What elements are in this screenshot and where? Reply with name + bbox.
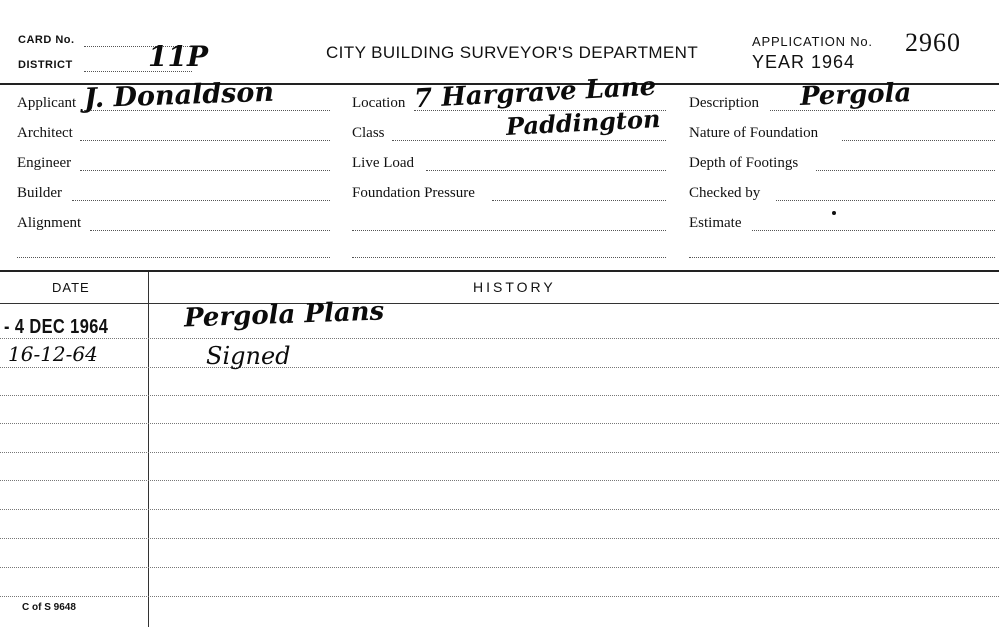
builder-line bbox=[72, 200, 330, 201]
year-label: YEAR 1964 bbox=[752, 52, 856, 72]
checked-by-label: Checked by bbox=[689, 185, 761, 201]
engineer-label: Engineer bbox=[17, 155, 72, 171]
row-line bbox=[0, 367, 999, 368]
live-load-label: Live Load bbox=[352, 155, 415, 171]
table-header-rule bbox=[0, 303, 999, 304]
depth-of-footings-label: Depth of Footings bbox=[689, 155, 799, 171]
class-label: Class bbox=[352, 125, 385, 141]
card-no-label: CARD No. bbox=[18, 34, 75, 46]
foundation-pressure-line bbox=[492, 200, 666, 201]
application-label: APPLICATION No. bbox=[752, 34, 873, 49]
application-number: 2960 bbox=[905, 28, 961, 57]
middle-extra-line-1 bbox=[352, 230, 666, 231]
live-load-line bbox=[426, 170, 666, 171]
history-column-header: HISTORY bbox=[473, 279, 556, 295]
location-value-line1: 7 Hargrave Lane bbox=[413, 71, 657, 115]
row-line bbox=[0, 509, 999, 510]
foundation-pressure-label: Foundation Pressure bbox=[352, 185, 475, 201]
location-label: Location bbox=[352, 95, 406, 111]
row-line bbox=[0, 395, 999, 396]
alignment-line bbox=[90, 230, 330, 231]
depth-of-footings-line bbox=[816, 170, 995, 171]
alignment-label: Alignment bbox=[17, 215, 82, 231]
left-extra-line bbox=[17, 257, 330, 258]
applicant-label: Applicant bbox=[17, 95, 77, 111]
date-column-header: DATE bbox=[52, 280, 90, 295]
row-1-history: Pergola Plans bbox=[183, 296, 385, 334]
row-1-date-stamp: - 4 DEC 1964 bbox=[4, 316, 109, 338]
class-line bbox=[392, 140, 666, 141]
date-history-divider bbox=[148, 272, 149, 627]
description-value: Pergola bbox=[799, 78, 912, 112]
row-line bbox=[0, 480, 999, 481]
description-label: Description bbox=[689, 95, 759, 111]
row-2-history: Signed bbox=[206, 342, 291, 370]
middle-extra-line-2 bbox=[352, 257, 666, 258]
right-extra-line bbox=[689, 257, 995, 258]
row-line bbox=[0, 338, 999, 339]
row-line bbox=[0, 596, 999, 597]
district-label: DISTRICT bbox=[18, 59, 73, 71]
district-line bbox=[84, 71, 192, 72]
engineer-line bbox=[80, 170, 330, 171]
ink-dot bbox=[832, 211, 836, 215]
builder-label: Builder bbox=[17, 185, 62, 201]
applicant-value: J. Donaldson bbox=[83, 76, 275, 115]
table-top-border bbox=[0, 270, 999, 272]
form-code: C of S 9648 bbox=[22, 602, 76, 613]
department-title: CITY BUILDING SURVEYOR'S DEPARTMENT bbox=[326, 43, 699, 62]
row-line bbox=[0, 538, 999, 539]
location-value-line2: Paddington bbox=[505, 103, 662, 142]
estimate-label: Estimate bbox=[689, 215, 742, 231]
row-line bbox=[0, 423, 999, 424]
checked-by-line bbox=[776, 200, 995, 201]
row-line bbox=[0, 452, 999, 453]
nature-of-foundation-label: Nature of Foundation bbox=[689, 125, 819, 141]
nature-of-foundation-line bbox=[842, 140, 995, 141]
card-no-value: 11P bbox=[148, 40, 209, 73]
row-2-date: 16-12-64 bbox=[8, 342, 98, 366]
architect-label: Architect bbox=[17, 125, 73, 141]
architect-line bbox=[80, 140, 330, 141]
row-line bbox=[0, 567, 999, 568]
estimate-line bbox=[752, 230, 995, 231]
